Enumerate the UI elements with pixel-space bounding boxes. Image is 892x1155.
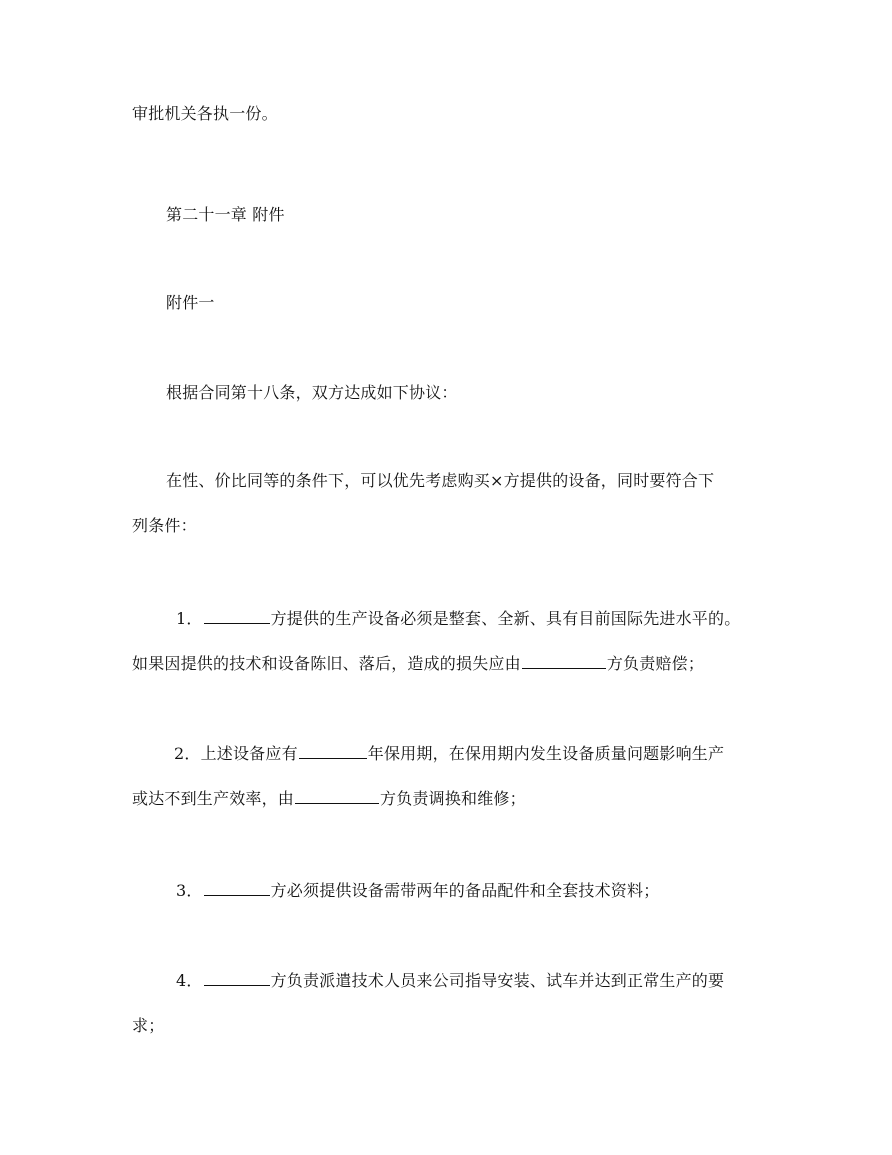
list-item-4 [0,967,892,993]
item-text: 求； [132,1016,165,1035]
list-item-1 [0,605,892,631]
item-text: 方提供的生产设备必须是整套、全新、具有目前国际先进水平的。 [270,609,741,628]
list-item-3 [0,877,892,903]
text-line [0,102,892,126]
item-text: 2．上述设备应有 [174,744,298,763]
fill-in-blank [204,605,270,624]
list-item-1-continued [0,650,892,676]
fill-in-blank [204,967,270,986]
text-line [0,381,892,405]
fill-in-blank [299,740,367,759]
paragraph-text: 审批机关各执一份。 [132,104,278,123]
item-text: 或达不到生产效率，由 [132,789,295,808]
item-text: 方负责赔偿； [606,654,705,673]
paragraph-text: 在性、价比同等的条件下，可以优先考虑购买×方提供的设备，同时要符合下 [166,471,715,490]
paragraph-text: 列条件： [132,516,197,535]
item-text: 年保用期，在保用期内发生设备质量问题影响生产 [367,744,725,763]
item-text: 如果因提供的技术和设备陈旧、落后，造成的损失应由 [132,654,521,673]
paragraph-text: 根据合同第十八条，双方达成如下协议： [166,383,458,402]
list-item-2-continued [0,785,892,811]
item-text: 方必须提供设备需带两年的备品配件和全套技术资料； [270,881,660,900]
chapter-heading [0,203,892,227]
list-item-2 [0,740,892,766]
list-item-4-continued [0,1014,892,1038]
item-number: 4． [176,971,203,990]
item-number: 3． [176,881,203,900]
item-text: 方负责派遣技术人员来公司指导安装、试车并达到正常生产的要 [270,971,725,990]
fill-in-blank [295,785,379,804]
text-line [0,469,892,493]
fill-in-blank [522,650,606,669]
chapter-title: 第二十一章 附件 [166,205,285,224]
text-line [0,514,892,538]
item-text: 方负责调换和维修； [380,789,526,808]
fill-in-blank [204,877,270,896]
appendix-heading [0,291,892,315]
appendix-title: 附件一 [166,293,215,312]
item-number: 1． [176,609,203,628]
